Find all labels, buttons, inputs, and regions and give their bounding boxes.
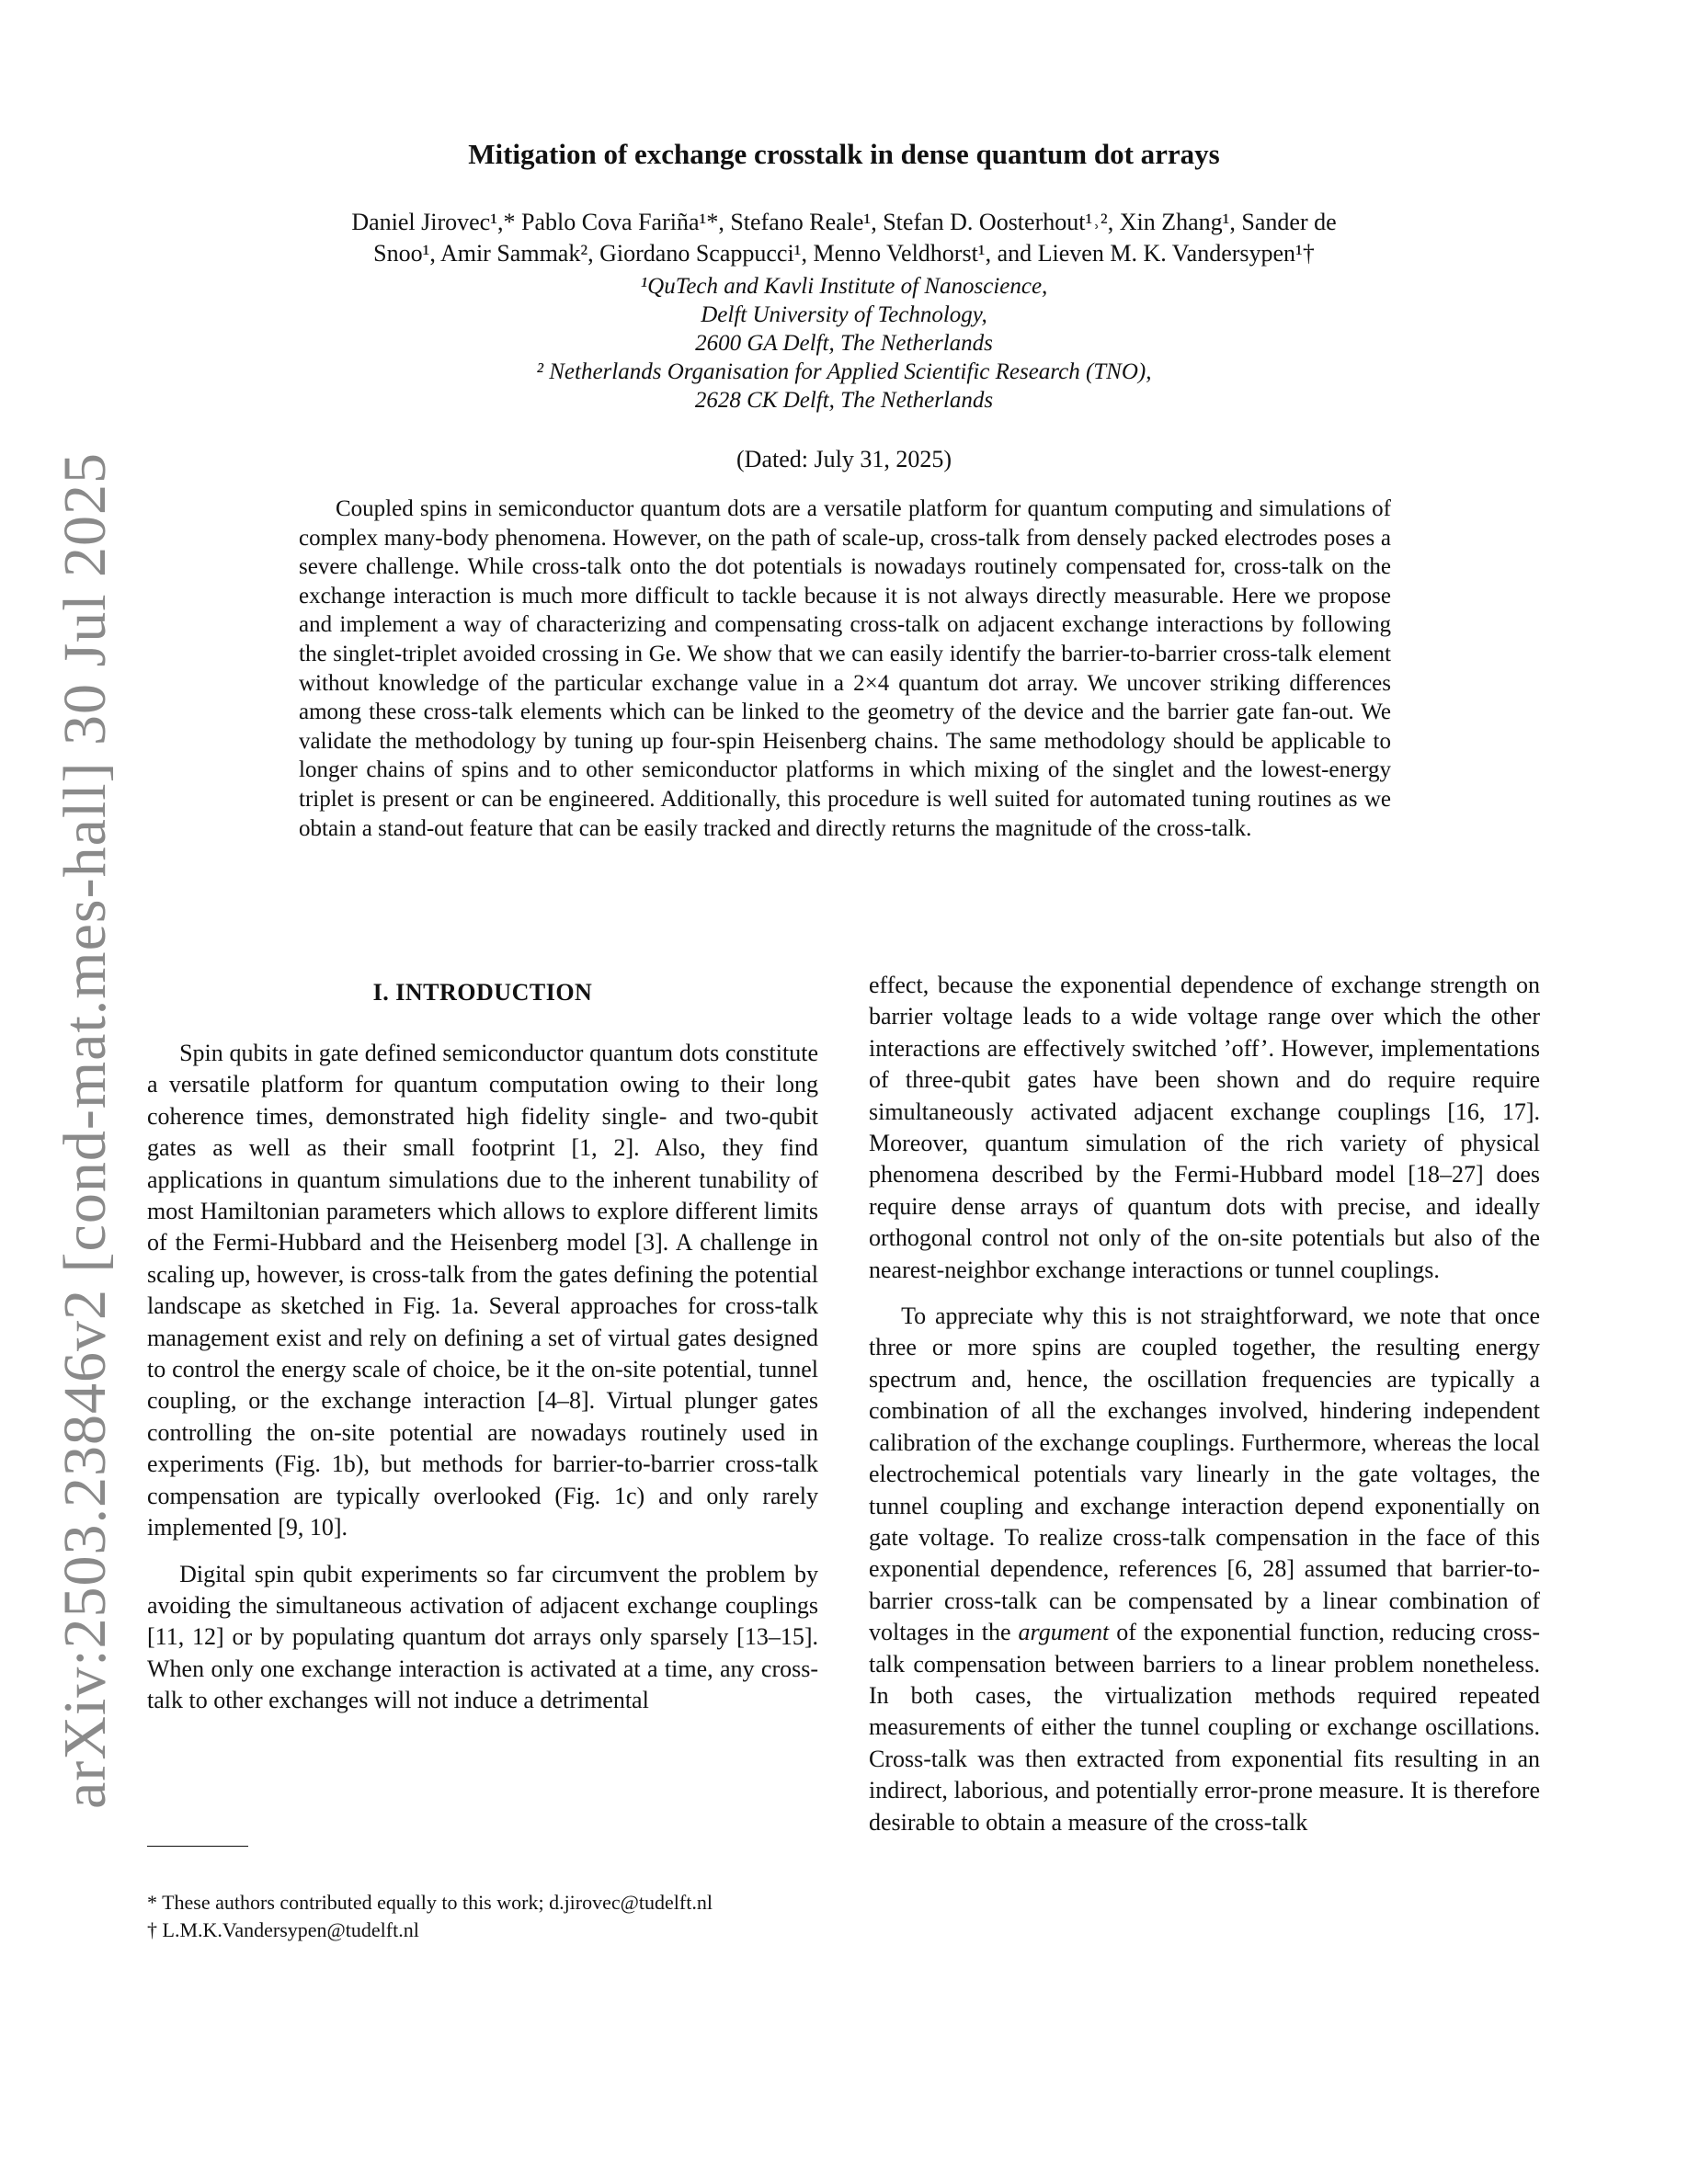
author-line-2: Snoo¹, Amir Sammak², Giordano Scappucci¹, Menno Veldhorst¹, and Lieven M. K. Vandersypen¹† [373,240,1315,267]
intro-paragraph-1: Spin qubits in gate defined semiconductor quantum dots constitute a versatile platform for quantum computation owing to their long coherence times, demonstrated high fidelity single- and two-qubit gates as well as their small footprint [1, 2]. Also, they find applications in quantum simulations due to the inherent tunability of most Hamiltonian parameters which allows to explore different limits of the Fermi-Hubbard and the Heisenberg model [3]. A challenge in scaling up, however, is cross-talk from the gates defining the potential landscape as sketched in Fig. 1a. Several approaches for cross-talk management exist and rely on defining a set of virtual gates designed to control the energy scale of choice, be it the on-site potential, tunnel coupling, or the exchange interaction [4–8]. Virtual plunger gates controlling the on-site potential are nowadays routinely used in experiments (Fig. 1b), but methods for barrier-to-barrier cross-talk compensation are typically overlooked (Fig. 1c) and only rarely implemented [9, 10]. [147,1040,818,1541]
paper-title: Mitigation of exchange crosstalk in dense quantum dot arrays [468,138,1220,170]
footnote-divider [147,1846,248,1847]
left-column [147,970,818,1732]
footnote-equal-contribution: * These authors contributed equally to this work; d.jirovec@tudelft.nl [147,1891,713,1914]
section-heading-introduction: I. INTRODUCTION [372,979,593,1006]
intro-paragraph-4-part-a: To appreciate why this is not straightforward, we note that once three or more spins are coupled together, the resulting energy spectrum and, hence, the oscillation frequencies are typically a combination of all the exchanges involved, hindering independent calibration of the exchange couplings. Furthermore, whereas the local electrochemical potentials vary linearly in the gate voltages, the tunnel coupling and exchange interaction depend exponentially on gate voltage. To realize cross-talk compensation in the face of this exponential dependence, references [6, 28] assumed that barrier-to-barrier cross-talk can be compensated by a linear combination of voltages in the [869,1302,1540,1646]
intro-paragraph-3: effect, because the exponential dependence of exchange strength on barrier voltage leads to a wide voltage range over which the other interactions are effectively switched ’off’. However, implementations of three-qubit gates have been shown and do require require simultaneously activated adjacent exchange couplings [16, 17]. Moreover, quantum simulation of the rich variety of physical phenomena described by the Fermi-Hubbard model [18–27] does require dense arrays of quantum dots with precise, and ideally orthogonal control not only of the on-site potentials but also of the nearest-neighbor exchange interactions or tunnel couplings. [869,972,1540,1283]
emphasis-argument: argument [1018,1619,1110,1646]
affiliation-line-2: Delft University of Technology, [701,302,987,327]
author-line-1: Daniel Jirovec¹,* Pablo Cova Fariña¹*, Stefano Reale¹, Stefan D. Oosterhout¹˒², Xin Zhang¹, Sander de [351,209,1337,235]
arxiv-identifier [44,451,127,1810]
footnotes [147,1889,818,1944]
affiliation-line-5: 2628 CK Delft, The Netherlands [694,388,994,413]
affiliation-line-1: ¹QuTech and Kavli Institute of Nanoscience, [640,274,1048,299]
right-column [869,970,1540,1853]
intro-paragraph-4-part-b: of the exponential function, reducing cross-talk compensation between barriers to a linear problem nonetheless. In both cases, the virtualization methods required repeated measurements of either the tunnel coupling or exchange oscillations. Cross-talk was then extracted from exponential fits resulting in an indirect, laborious, and potentially error-prone measure. It is therefore desirable to obtain a measure of the cross-talk [869,1619,1540,1836]
abstract: Coupled spins in semiconductor quantum dots are a versatile platform for quantum computing and simulations of complex many-body phenomena. However, on the path of scale-up, cross-talk from densely packed electrodes poses a severe challenge. While cross-talk onto the dot potentials is nowadays routinely compensated for, cross-talk on the exchange interaction is much more difficult to tackle because it is not always directly measurable. Here we propose and implement a way of characterizing and compensating cross-talk on adjacent exchange interactions by following the singlet-triplet avoided crossing in Ge. We show that we can easily identify the barrier-to-barrier cross-talk element without knowledge of the particular exchange value in a 2×4 quantum dot array. We uncover striking differences among these cross-talk elements which can be linked to the geometry of the device and the barrier gate fan-out. We validate the methodology by tuning up four-spin Heisenberg chains. The same methodology should be applicable to longer chains of spins and to other semiconductor platforms in which mixing of the singlet and the lowest-energy triplet is present or can be engineered. Additionally, this procedure is well suited for automated tuning routines as we obtain a stand-out feature that can be easily tracked and directly returns the magnitude of the cross-talk. [299,496,1391,841]
intro-paragraph-2: Digital spin qubit experiments so far circumvent the problem by avoiding the simultaneous activation of adjacent exchange couplings [11, 12] or by populating quantum dot arrays only sparsely [13–15]. When only one exchange interaction is activated at a time, any cross-talk to other exchanges will not induce a detrimental [147,1560,818,1714]
footnote-corresponding-author: † L.M.K.Vandersypen@tudelft.nl [147,1918,419,1941]
author-list [202,207,1486,269]
intro-paragraph-4 [869,1301,1540,1838]
date-line: (Dated: July 31, 2025) [736,446,952,472]
arxiv-identifier-text: arXiv:2503.23846v2 [cond-mat.mes-hall] 30 Jul 2025 [51,451,119,1810]
affiliation-line-3: 2600 GA Delft, The Netherlands [695,331,993,356]
affiliation-line-4: ² Netherlands Organisation for Applied Scientific Research (TNO), [536,359,1152,384]
